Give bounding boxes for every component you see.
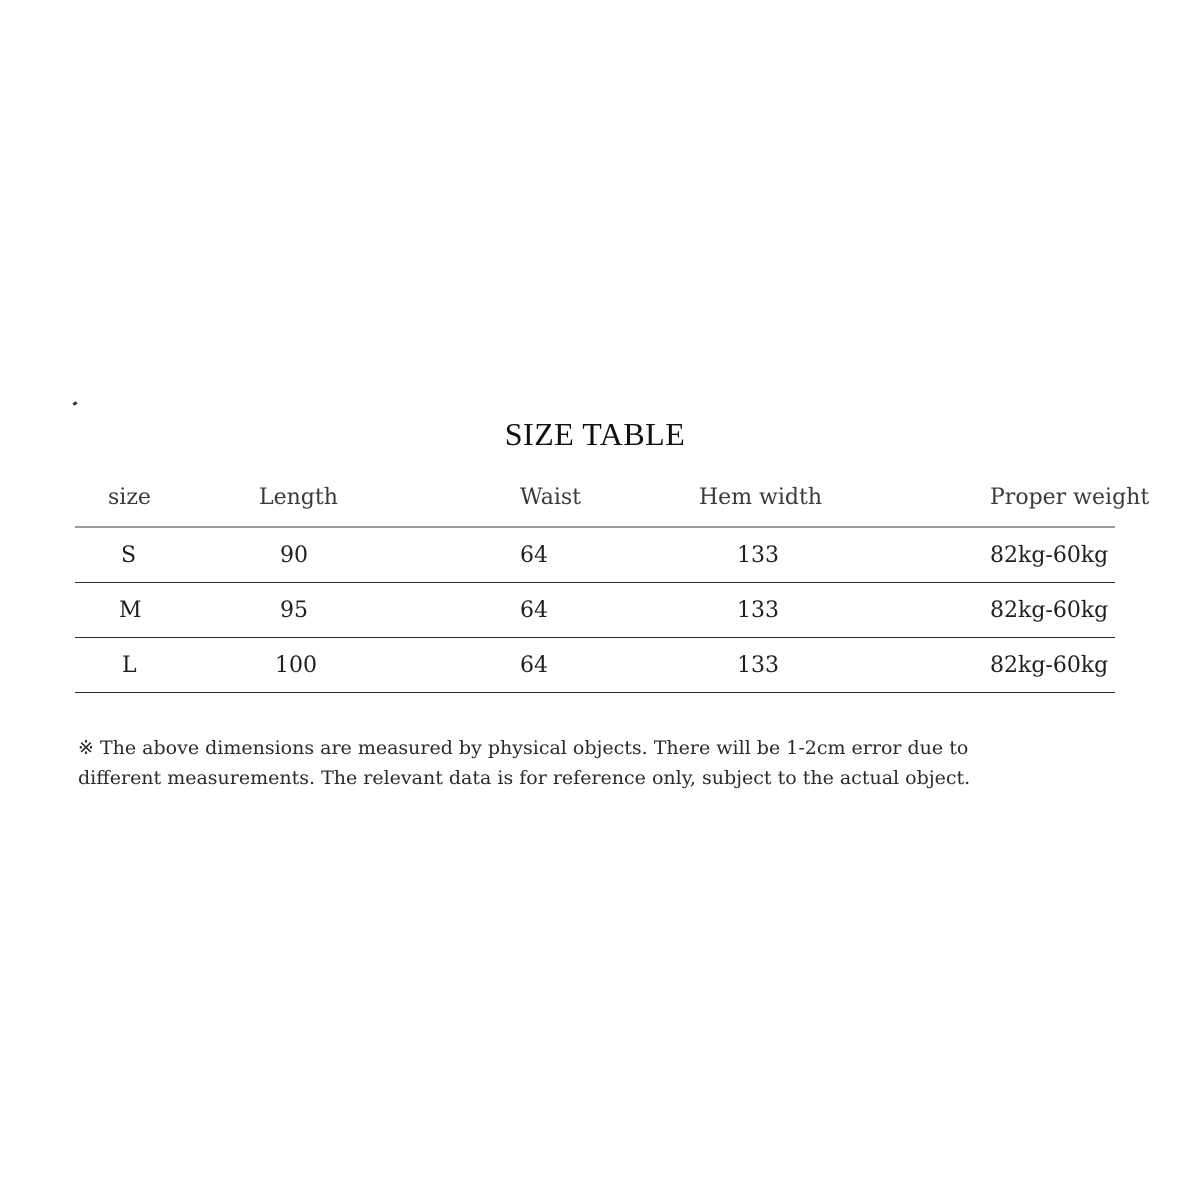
cell-proper-weight: 82kg-60kg [990, 638, 1115, 693]
table-row [75, 583, 1115, 638]
header-length: Length [185, 468, 520, 527]
header-hem-width: Hem width [650, 468, 990, 527]
table-row [75, 638, 1115, 693]
cell-size: S [75, 527, 185, 583]
cell-proper-weight: 82kg-60kg [990, 527, 1115, 583]
cell-length: 90 [185, 527, 520, 583]
cell-size: L [75, 638, 185, 693]
cell-hem-width: 133 [650, 527, 990, 583]
table-row [75, 527, 1115, 583]
cell-proper-weight: 82kg-60kg [990, 583, 1115, 638]
cell-waist: 64 [520, 583, 650, 638]
stray-mark [73, 401, 78, 406]
cell-hem-width: 133 [650, 638, 990, 693]
disclaimer-line-2: different measurements. The relevant data is for reference only, subject to the actual object. [78, 767, 971, 789]
disclaimer-line-1: ※ The above dimensions are measured by physical objects. There will be 1-2cm error due to [78, 737, 969, 759]
header-waist: Waist [520, 468, 650, 527]
cell-length: 95 [185, 583, 520, 638]
page-title: SIZE TABLE [504, 416, 686, 452]
cell-length: 100 [185, 638, 520, 693]
cell-size: M [75, 583, 185, 638]
disclaimer-note [78, 733, 1078, 793]
size-table [75, 468, 1150, 693]
cell-hem-width: 133 [650, 583, 990, 638]
cell-waist: 64 [520, 527, 650, 583]
header-size: size [75, 468, 185, 527]
cell-waist: 64 [520, 638, 650, 693]
header-proper-weight: Proper weight [990, 468, 1115, 527]
table-header-row [75, 468, 1115, 527]
